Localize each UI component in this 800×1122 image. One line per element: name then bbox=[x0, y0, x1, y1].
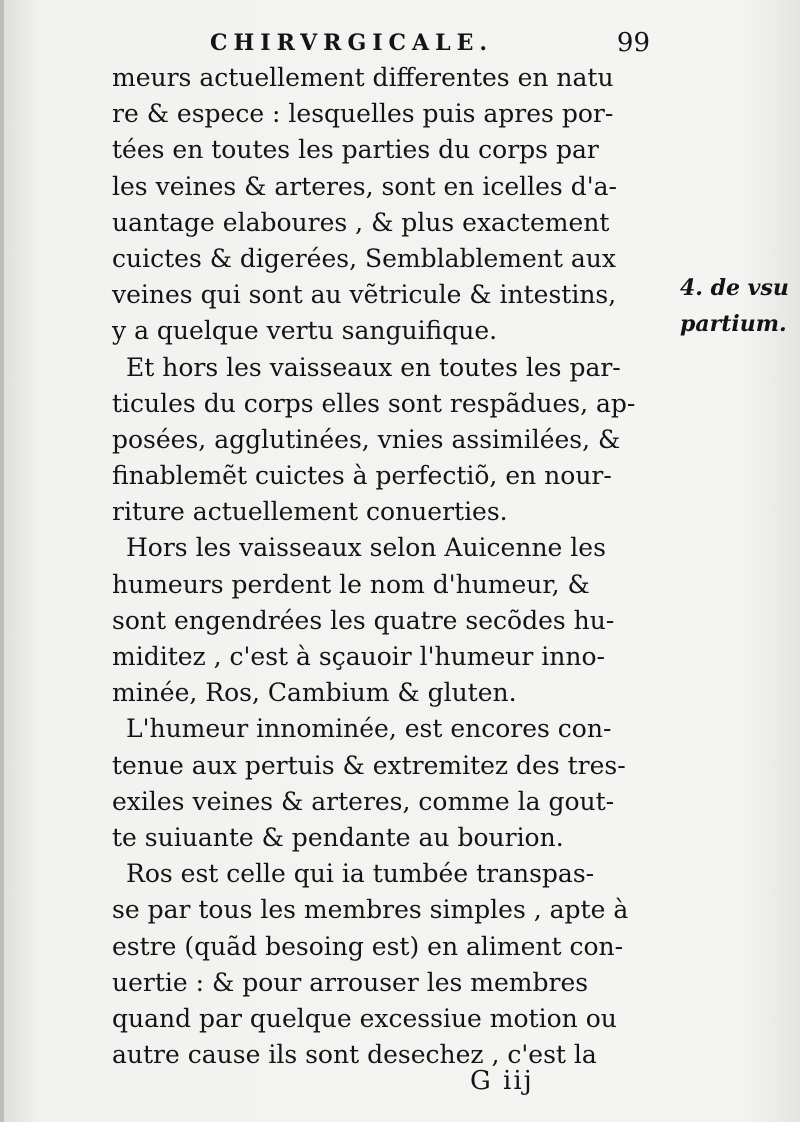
paragraph-start-line: L'humeur innominée, est encores con- bbox=[126, 714, 612, 744]
text-line: posées, agglutinées, vnies assimilées, & bbox=[112, 424, 621, 454]
margin-note-line: partium. bbox=[680, 311, 787, 337]
text-line: riture actuellement conuerties. bbox=[112, 497, 508, 527]
text-line: humeurs perdent le nom d'humeur, & bbox=[112, 569, 590, 599]
page-number: 99 bbox=[616, 28, 650, 58]
paragraph-start-line: Et hors les vaisseaux en toutes les par- bbox=[126, 352, 621, 382]
text-line: cuictes & digerées, Semblablement aux bbox=[112, 243, 617, 273]
body-text bbox=[112, 60, 684, 1073]
paragraph-start-line: Ros est celle qui ia tumbée transpas- bbox=[126, 859, 595, 889]
text-line: uantage elaboures , & plus exactement bbox=[112, 207, 610, 237]
text-line: te suiuante & pendante au bourion. bbox=[112, 822, 564, 852]
text-line: quand par quelque excessiue motion ou bbox=[112, 1003, 617, 1033]
text-line: miditez , c'est à sçauoir l'humeur inno- bbox=[112, 642, 605, 671]
margin-note-line: 4. de vsu bbox=[680, 275, 789, 301]
text-line: minée, Ros, Cambium & gluten. bbox=[112, 678, 517, 708]
text-line: y a quelque vertu sanguifique. bbox=[112, 316, 498, 346]
text-line: sont engendrées les quatre secõdes hu- bbox=[112, 605, 615, 635]
running-head: CHIRVRGICALE. bbox=[210, 30, 493, 56]
text-line: autre cause ils sont desechez , c'est la bbox=[112, 1040, 597, 1070]
text-line: uertie : & pour arrouser les membres bbox=[112, 967, 589, 997]
text-line: finablemẽt cuictes à perfectiõ, en nour- bbox=[112, 461, 612, 491]
text-line: ticules du corps elles sont respãdues, ap- bbox=[112, 388, 636, 418]
text-line: meurs actuellement differentes en natu bbox=[112, 63, 614, 92]
paragraph-start-line: Hors les vaisseaux selon Auicenne les bbox=[126, 533, 606, 563]
text-line: exiles veines & arteres, comme la gout- bbox=[112, 786, 615, 816]
page-left-edge bbox=[0, 0, 4, 1122]
text-line: se par tous les membres simples , apte à bbox=[112, 895, 629, 925]
text-line: estre (quãd besoing est) en aliment con- bbox=[112, 931, 624, 961]
margin-note bbox=[680, 270, 798, 342]
text-line: veines qui sont au vẽtricule & intestins, bbox=[112, 280, 617, 310]
text-line: tées en toutes les parties du corps par bbox=[112, 135, 599, 165]
text-line: re & espece : lesquelles puis apres por- bbox=[112, 99, 614, 129]
text-line: les veines & arteres, sont en icelles d'a- bbox=[112, 171, 617, 201]
page-header bbox=[190, 28, 660, 62]
signature-mark: G iij bbox=[470, 1066, 534, 1096]
text-line: tenue aux pertuis & extremitez des tres- bbox=[112, 750, 626, 780]
